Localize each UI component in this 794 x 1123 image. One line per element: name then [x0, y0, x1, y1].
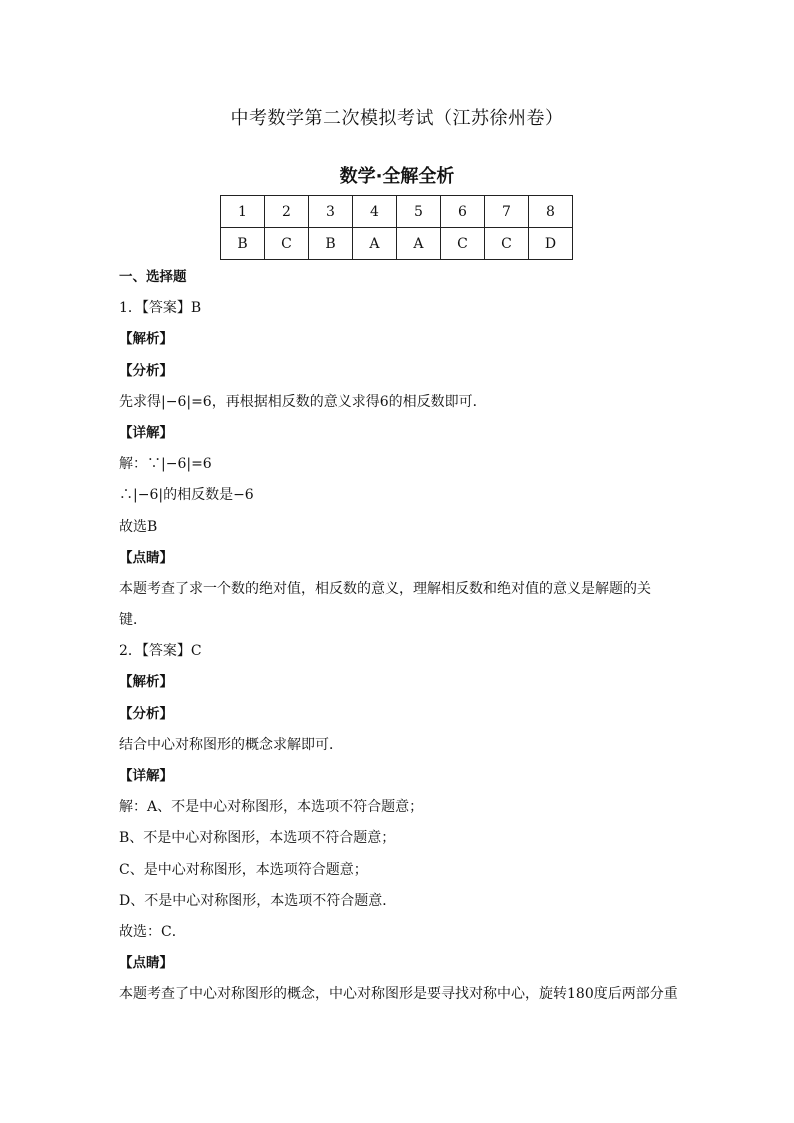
section-heading: 一、选择题 — [119, 269, 187, 285]
section-heading: 【点睛】 — [119, 549, 173, 566]
answer-number-cell: 8 — [528, 196, 572, 228]
answer-number-cell: 1 — [221, 196, 265, 228]
body-text-line: 解：A、不是中心对称图形，本选项不符合题意； — [119, 799, 424, 816]
answer-number-cell: 6 — [440, 196, 484, 228]
answer-number-cell: 2 — [264, 196, 308, 228]
body-text-line: 本题考查了求一个数的绝对值，相反数的意义，理解相反数和绝对值的意义是解题的关 — [119, 580, 651, 597]
body-text-line: 故选：C． — [119, 923, 186, 940]
answer-table-answer-row — [221, 228, 573, 260]
answer-letter-cell: A — [396, 228, 440, 260]
answer-number-cell: 3 — [308, 196, 352, 228]
section-heading: 【分析】 — [119, 362, 173, 379]
section-heading: 【详解】 — [119, 768, 173, 784]
answer-letter-cell: B — [308, 228, 352, 260]
answer-table — [220, 195, 573, 260]
body-text-line: C、是中心对称图形，本选项符合题意； — [119, 861, 368, 878]
body-text-line: 本题考查了中心对称图形的概念，中心对称图形是要寻找对称中心，旋转180度后两部分重 — [119, 986, 678, 1003]
section-heading: 【分析】 — [119, 705, 173, 722]
body-text-line: 结合中心对称图形的概念求解即可． — [119, 736, 343, 753]
answer-number-cell: 7 — [484, 196, 528, 228]
answer-letter-cell: C — [264, 228, 308, 260]
section-heading: 【详解】 — [119, 424, 173, 441]
document-subtitle: 数学·全解全析 — [339, 166, 455, 187]
answer-number-cell: 5 — [396, 196, 440, 228]
body-text-line: 2．【答案】C — [119, 643, 202, 660]
answer-letter-cell: D — [528, 228, 572, 260]
body-text-line: 解：∵|−6|=6 — [119, 456, 212, 473]
body-text-line: ∴|−6|的相反数是−6 — [119, 487, 254, 504]
section-heading: 【点睛】 — [119, 955, 173, 972]
answer-table-number-row — [221, 196, 573, 228]
body-text-line: D、不是中心对称图形，本选项不符合题意． — [119, 892, 397, 909]
answer-letter-cell: C — [484, 228, 528, 260]
body-text-line: B、不是中心对称图形，本选项不符合题意； — [119, 830, 396, 847]
answer-letter-cell: A — [352, 228, 396, 260]
body-text-line: 先求得|−6|=6，再根据相反数的意义求得6的相反数即可． — [119, 393, 487, 410]
body-text-line: 键． — [119, 612, 147, 629]
document-body — [119, 262, 699, 1011]
section-heading: 【解析】 — [119, 331, 173, 348]
body-text-line: 故选B — [119, 518, 158, 535]
answer-letter-cell: B — [221, 228, 265, 260]
answer-letter-cell: C — [440, 228, 484, 260]
body-text-line: 1．【答案】B — [119, 300, 202, 317]
answer-number-cell: 4 — [352, 196, 396, 228]
section-heading: 【解析】 — [119, 674, 173, 691]
document-title: 中考数学第二次模拟考试（江苏徐州卷） — [230, 108, 564, 129]
